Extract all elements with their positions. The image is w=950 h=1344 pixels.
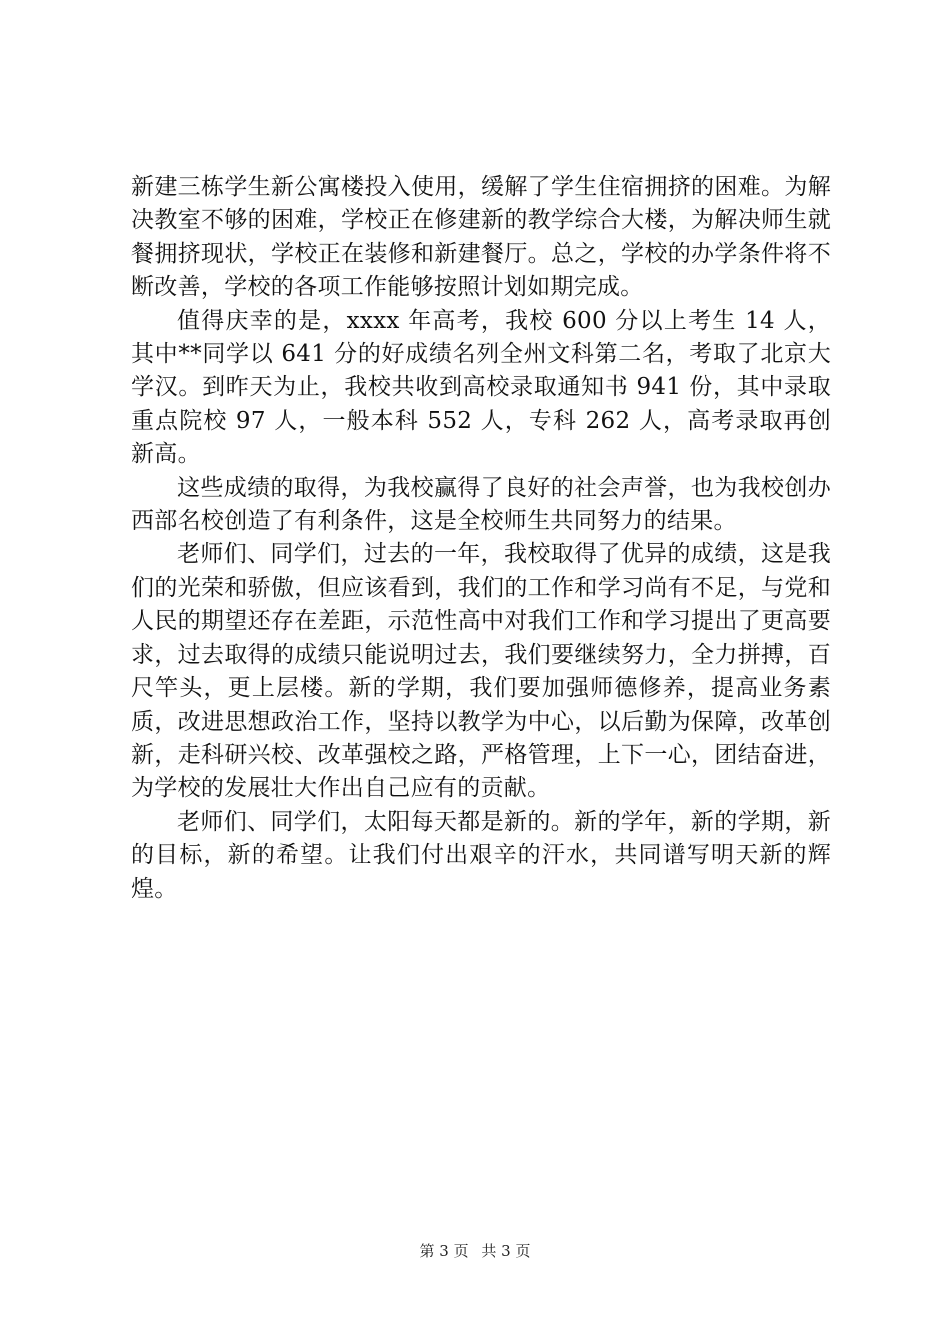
page-number-current: 第 3 页: [419, 1242, 469, 1260]
paragraph-3: 这些成绩的取得，为我校赢得了良好的社会声誉，也为我校创办西部名校创造了有利条件，这是全校师生共同努力的结果。: [131, 474, 831, 535]
paragraph-1: 新建三栋学生新公寓楼投入使用，缓解了学生住宿拥挤的困难。为解决教室不够的困难，学校正在修建新的教学综合大楼，为解决师生就餐拥挤现状，学校正在装修和新建餐厅。总之，学校的办学条件将不断改善，学校的各项工作能够按照计划如期完成。: [131, 174, 831, 301]
page-number-total: 共 3 页: [481, 1242, 531, 1260]
page-footer: [0, 1241, 950, 1261]
paragraph-4: 老师们、同学们，过去的一年，我校取得了优异的成绩，这是我们的光荣和骄傲，但应该看到，我们的工作和学习尚有不足，与党和人民的期望还存在差距，示范性高中对我们工作和学习提出了更高要求，过去取得的成绩只能说明过去，我们要继续努力，全力拼搏，百尺竿头，更上层楼。新的学期，我们要加强师德修养，提高业务素质，改进思想政治工作，坚持以教学为中心，以后勤为保障，改革创新，走科研兴校、改革强校之路，严格管理，上下一心，团结奋进，为学校的发展壮大作出自己应有的贡献。: [131, 541, 831, 802]
document-body: [131, 171, 831, 906]
paragraph-2: 值得庆幸的是，xxxx 年高考，我校 600 分以上考生 14 人，其中**同学以 641 分的好成绩名列全州文科第二名，考取了北京大学汉。到昨天为止，我校共收到高校录取通知书 941 份，其中录取重点院校 97 人，一般本科 552 人，专科 262 人，高考录取再创新高。: [131, 307, 831, 468]
paragraph-5: 老师们、同学们，太阳每天都是新的。新的学年，新的学期，新的目标，新的希望。让我们付出艰辛的汗水，共同谱写明天新的辉煌。: [131, 808, 831, 902]
